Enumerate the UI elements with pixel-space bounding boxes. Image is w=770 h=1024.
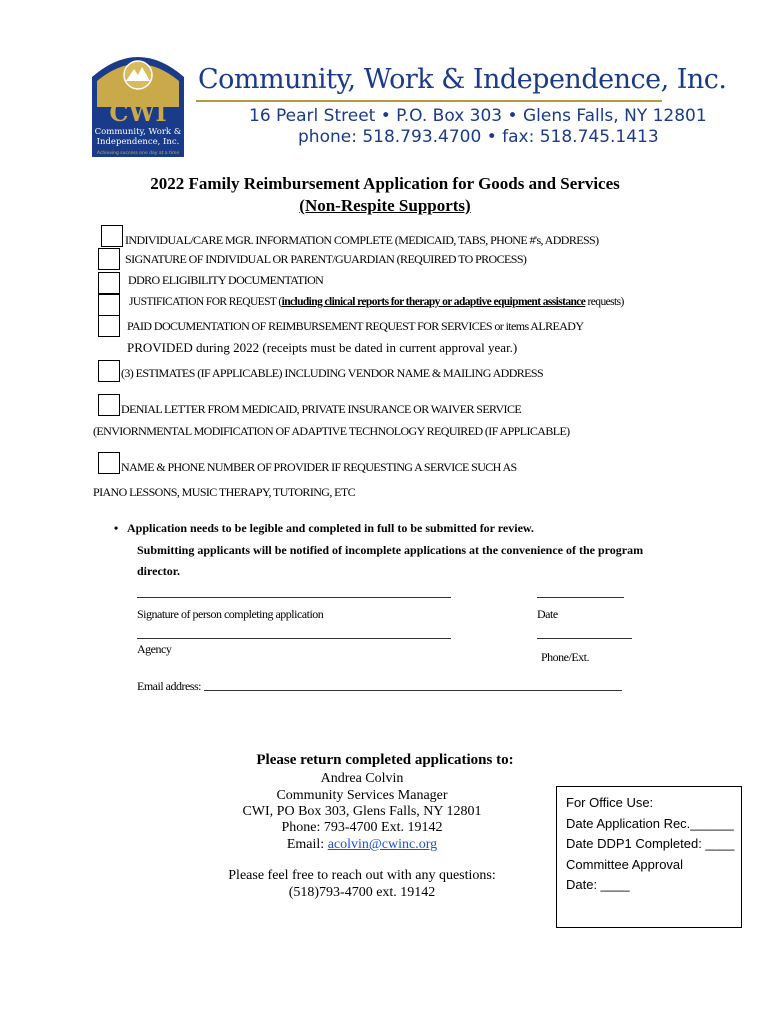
checkbox-estimates[interactable]	[98, 360, 120, 382]
office-approval-date: Date: ____	[566, 877, 630, 892]
checklist-item-paid-documentation-cont: PROVIDED during 2022 (receipts must be dated in current approval year.)	[127, 340, 518, 355]
checkbox-paid-documentation[interactable]	[98, 315, 120, 337]
notice-line-2: Submitting applicants will be notified of incomplete applications at the convenience of the program	[137, 543, 644, 557]
agency-label: Agency	[137, 642, 172, 656]
checklist-item-paid-documentation: PAID DOCUMENTATION OF REIMBURSEMENT REQUEST FOR SERVICES or items ALREADY	[127, 319, 584, 333]
org-address: 16 Pearl Street • P.O. Box 303 • Glens Falls, NY 12801	[249, 106, 707, 126]
checklist-item-estimates: (3) ESTIMATES (IF APPLICABLE) INCLUDING VENDOR NAME & MAILING ADDRESS	[121, 366, 544, 380]
logo-sub1: Community, Work &	[94, 127, 182, 137]
checkbox-individual-info[interactable]	[101, 225, 123, 247]
justification-emphasis: including clinical reports for therapy or adaptive equipment assistance	[281, 296, 586, 308]
notice-bullet: •	[114, 521, 119, 535]
checkbox-provider-info[interactable]	[98, 452, 120, 474]
letterhead-rule	[196, 100, 662, 102]
agency-line[interactable]	[137, 638, 451, 639]
office-use-box	[556, 786, 742, 928]
logo-sub2: Independence, Inc.	[96, 137, 180, 147]
notice-line-3: director.	[137, 564, 180, 578]
checkbox-ddro[interactable]	[98, 272, 120, 294]
office-date-ddp1: Date DDP1 Completed: ____	[566, 836, 735, 851]
notice-line-1: Application needs to be legible and completed in full to be submitted for review.	[127, 521, 534, 535]
page-title: 2022 Family Reimbursement Application for Goods and Services	[150, 174, 620, 193]
date-line[interactable]	[537, 597, 624, 598]
return-questions-phone: (518)793-4700 ext. 19142	[288, 885, 436, 900]
checklist-item-provider-info: NAME & PHONE NUMBER OF PROVIDER IF REQUESTING A SERVICE SUCH AS	[121, 460, 517, 474]
checklist-item-signature: SIGNATURE OF INDIVIDUAL OR PARENT/GUARDIAN (REQUIRED TO PROCESS)	[125, 252, 527, 266]
phone-line[interactable]	[537, 638, 632, 639]
logo-tagline: Achieving success one day at a time	[96, 151, 180, 156]
cwi-logo	[88, 47, 188, 159]
phone-label: Phone/Ext.	[541, 650, 589, 664]
return-position: Community Services Manager	[276, 788, 448, 803]
checklist-item-provider-info-cont: PIANO LESSONS, MUSIC THERAPY, TUTORING, ETC	[93, 485, 356, 499]
signature-label: Signature of person completing application	[137, 607, 324, 621]
return-phone: Phone: 793-4700 Ext. 19142	[281, 820, 443, 835]
logo-text: CWI	[109, 98, 167, 127]
org-name: Community, Work & Independence, Inc.	[198, 64, 727, 95]
checklist-item-individual-info: INDIVIDUAL/CARE MGR. INFORMATION COMPLETE (MEDICAID, TABS, PHONE #'s, ADDRESS)	[125, 233, 599, 247]
email-label: Email address:	[137, 679, 201, 693]
org-phone-fax: phone: 518.793.4700 • fax: 518.745.1413	[298, 127, 659, 147]
return-address: CWI, PO Box 303, Glens Falls, NY 12801	[242, 804, 482, 819]
signature-line[interactable]	[137, 597, 451, 598]
office-date-application: Date Application Rec.______	[566, 815, 734, 831]
office-committee-approval: Committee Approval	[566, 856, 684, 872]
return-questions: Please feel free to reach out with any questions:	[228, 868, 496, 883]
page-subtitle: (Non-Respite Supports)	[299, 196, 471, 215]
return-heading: Please return completed applications to:	[256, 752, 514, 768]
checklist-item-ddro: DDRO ELIGIBILITY DOCUMENTATION	[128, 273, 324, 287]
checkbox-signature[interactable]	[98, 248, 120, 270]
office-use-heading: For Office Use:	[566, 795, 654, 810]
date-label: Date	[537, 607, 558, 621]
return-email: Email: acolvin@cwinc.org	[286, 837, 438, 852]
return-name: Andrea Colvin	[320, 771, 404, 786]
checkbox-denial-letter[interactable]	[98, 394, 120, 416]
email-line[interactable]	[204, 690, 622, 691]
checkbox-justification[interactable]	[98, 294, 120, 316]
email-link[interactable]: acolvin@cwinc.org	[327, 837, 438, 852]
checklist-item-denial-letter: DENIAL LETTER FROM MEDICAID, PRIVATE INSURANCE OR WAIVER SERVICE	[121, 402, 522, 416]
checklist-item-denial-letter-cont: (ENVIORNMENTAL MODIFICATION OF ADAPTIVE TECHNOLOGY REQUIRED (IF APPLICABLE)	[93, 424, 570, 438]
checklist-item-justification: JUSTIFICATION FOR REQUEST (including clinical reports for therapy or adaptive equipment assistance requests)	[129, 296, 624, 308]
